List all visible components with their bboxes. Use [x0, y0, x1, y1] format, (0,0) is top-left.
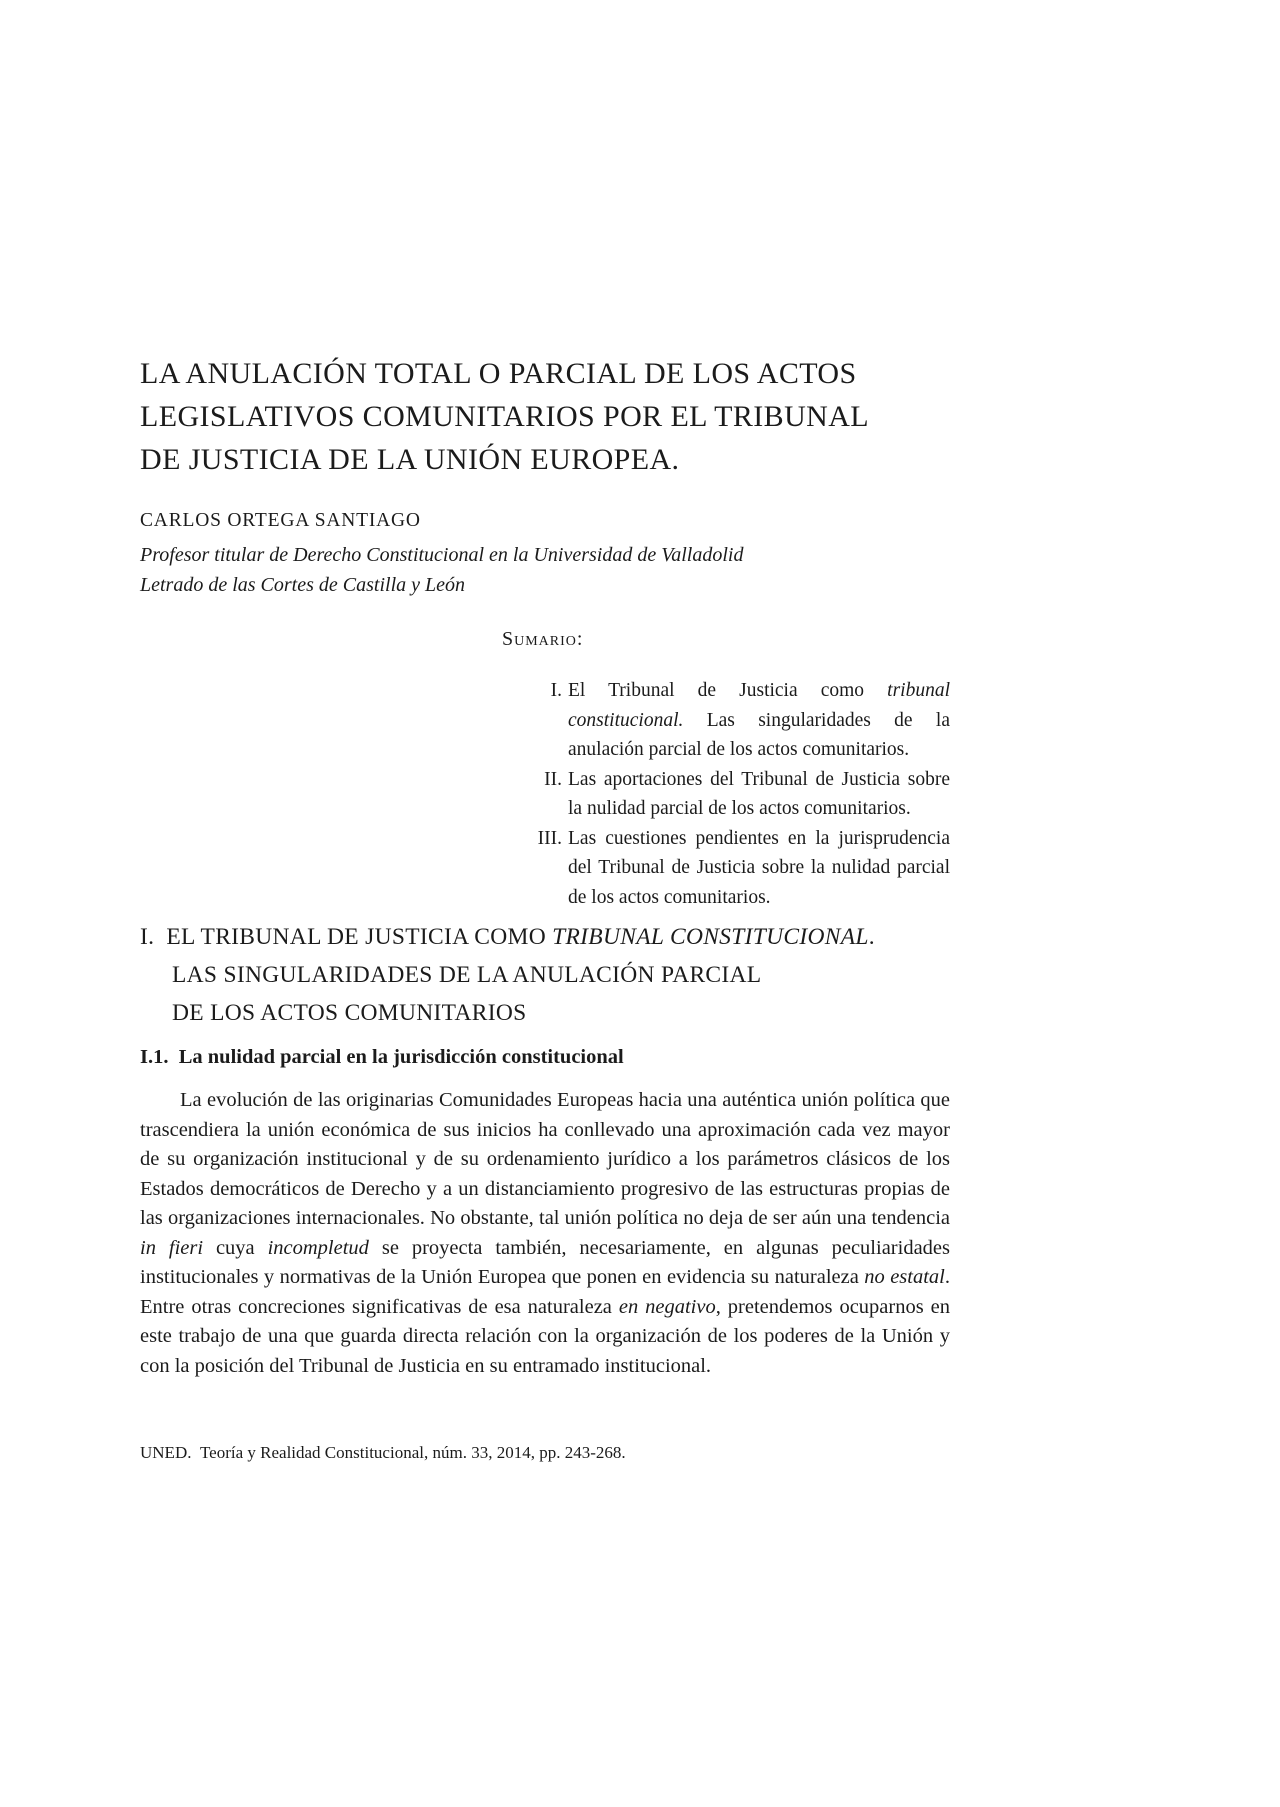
author-affiliations: [140, 540, 950, 600]
summary-item: [540, 676, 950, 765]
article-title-line: LEGISLATIVOS COMUNITARIOS POR EL TRIBUNAL: [140, 400, 870, 433]
summary-item: [537, 824, 950, 913]
body-paragraph: La evolución de las originarias Comunidades Europeas hacia una auténtica unión política que trascendiera la unión económica de sus inicios ha conllevado una aproximación cada vez mayor de su organización institucional y de su ordenamiento jurídico a los parámetros clásicos de los Estados democráticos de Derecho y a un distanciamiento progresivo de las estructuras propias de las organizaciones internacionales. No obstante, tal unión política no deja de ser aún una tendencia in fieri cuya incompletud se proyecta también, necesariamente, en algunas peculiaridades institucionales y normativas de la Unión Europea que ponen en evidencia su naturaleza no estatal. Entre otras concreciones significativas de esa naturaleza en negativo, pretendemos ocuparnos en este trabajo de una que guarda directa relación con la organización de los poderes de la Unión y con la posición del Tribunal de Justicia en su entramado institucional.: [140, 1089, 950, 1377]
article-title: [140, 352, 950, 481]
article-title-line: DE JUSTICIA DE LA UNIÓN EUROPEA.: [140, 443, 680, 476]
author-affiliation: Letrado de las Cortes de Castilla y León: [140, 574, 465, 596]
author-affiliation: Profesor titular de Derecho Constitucional en la Universidad de Valladolid: [140, 544, 744, 566]
section-heading-line: DE LOS ACTOS COMUNITARIOS: [172, 1000, 527, 1026]
summary-item-number: II.: [544, 768, 562, 790]
summary-item-text: El Tribunal de Justicia como tribunal constitucional. Las singularidades de la anulación parcial de los actos comunitarios.: [568, 680, 950, 760]
summary-label: Sumario:: [502, 628, 584, 650]
summary-item-number: III.: [537, 827, 562, 849]
section-heading-line: I. EL TRIBUNAL DE JUSTICIA COMO TRIBUNAL CONSTITUCIONAL.: [140, 924, 875, 950]
subsection-heading: I.1. La nulidad parcial en la jurisdicción constitucional: [140, 1046, 624, 1068]
summary-item: [540, 765, 950, 824]
section-heading-line: LAS SINGULARIDADES DE LA ANULACIÓN PARCIAL: [172, 962, 762, 988]
summary-list: [537, 676, 950, 912]
section-heading: [140, 918, 950, 1032]
summary-item-text: Las cuestiones pendientes en la jurisprudencia del Tribunal de Justicia sobre la nulidad parcial de los actos comunitarios.: [568, 827, 950, 908]
journal-footer: UNED. Teoría y Realidad Constitucional, núm. 33, 2014, pp. 243-268.: [140, 1443, 626, 1462]
article-title-line: LA ANULACIÓN TOTAL O PARCIAL DE LOS ACTOS: [140, 357, 857, 390]
author-name: CARLOS ORTEGA SANTIAGO: [140, 510, 421, 531]
summary-item-text: Las aportaciones del Tribunal de Justicia sobre la nulidad parcial de los actos comunitarios.: [568, 768, 950, 819]
summary-item-number: I.: [550, 680, 562, 701]
